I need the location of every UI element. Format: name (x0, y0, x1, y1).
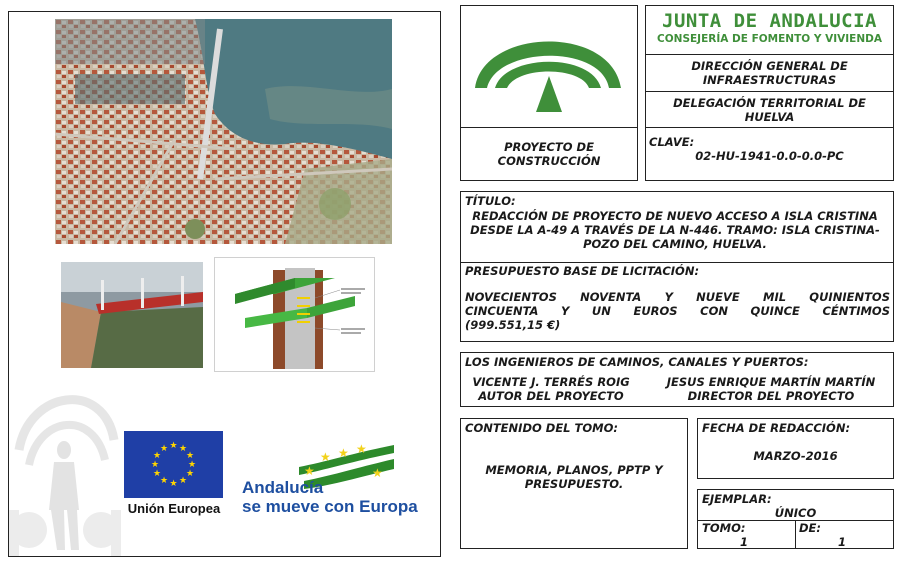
title-label: TÍTULO: (465, 194, 516, 208)
svg-text:★: ★ (185, 451, 195, 461)
andalucia-europa-line2: se mueve con Europa (242, 497, 418, 516)
budget-line1: NOVECIENTOS NOVENTA Y NUEVE MIL QUINIENTOS (465, 290, 890, 304)
copy-label: EJEMPLAR: (702, 492, 772, 506)
tomo-divider (795, 520, 796, 548)
de-value: 1 (838, 535, 847, 549)
svg-text:★: ★ (185, 469, 195, 479)
aerial-photo (55, 19, 392, 244)
title-divider (461, 262, 893, 263)
andalucia-europa-line1: Andalucía (242, 478, 324, 497)
budget-line3: (999.551,15 €) (465, 318, 561, 332)
svg-text:★: ★ (159, 476, 169, 486)
eu-flag-logo (124, 431, 223, 498)
direction-box (645, 54, 894, 92)
eu-label: Unión Europea (127, 501, 221, 516)
svg-text:★: ★ (320, 450, 331, 464)
delegation: DELEGACIÓN TERRITORIAL DE HUELVA (673, 96, 866, 124)
budget-label: PRESUPUESTO BASE DE LICITACIÓN: (465, 264, 700, 278)
svg-text:★: ★ (150, 460, 160, 470)
clave-label: CLAVE: (649, 135, 695, 149)
director-role: DIRECTOR DEL PROYECTO (687, 389, 855, 403)
engineers-box (460, 352, 894, 407)
copy-value: ÚNICO (774, 506, 817, 520)
project-type-box (460, 127, 638, 181)
svg-text:★: ★ (169, 441, 178, 451)
author-name: VICENTE J. TERRÉS ROIG (472, 375, 630, 389)
date-label: FECHA DE REDACCIÓN: (702, 421, 851, 435)
clave-box (645, 127, 894, 181)
svg-text:★: ★ (372, 466, 383, 480)
svg-text:★: ★ (178, 476, 188, 486)
delegation-box (645, 91, 894, 128)
svg-text:★: ★ (169, 479, 178, 489)
direction: DIRECCIÓN GENERAL DE INFRAESTRUCTURAS (691, 59, 848, 87)
svg-text:★: ★ (338, 446, 349, 460)
junta-de-andalucia-logo-icon (461, 6, 637, 127)
contents-label: CONTENIDO DEL TOMO: (465, 421, 618, 435)
left-image-panel (8, 11, 441, 557)
svg-text:★: ★ (159, 444, 169, 454)
svg-text:★: ★ (152, 469, 162, 479)
director-name: JESUS ENRIQUE MARTÍN MARTÍN (666, 375, 876, 389)
org-name: JUNTA DE ANDALUCIA (662, 10, 877, 32)
contents-text: MEMORIA, PLANOS, PPTP Y PRESUPUESTO. (485, 463, 663, 491)
structure-detail-drawing (214, 257, 375, 372)
engineers-label: LOS INGENIEROS DE CAMINOS, CANALES Y PUERTOS: (465, 355, 809, 369)
project-type: PROYECTO DE CONSTRUCCIÓN (497, 140, 601, 168)
svg-text:★: ★ (152, 451, 162, 461)
junta-title-box (645, 5, 894, 55)
svg-text:★: ★ (304, 464, 315, 478)
andalucia-seal-watermark (9, 370, 121, 556)
tomo-label: TOMO: (702, 521, 746, 535)
bridge-photo (61, 262, 203, 368)
junta-logo-box (460, 5, 638, 128)
date-box (697, 418, 894, 479)
title-text: REDACCIÓN DE PROYECTO DE NUEVO ACCESO A ISLA CRISTINA DESDE LA A-49 A TRAVÉS DE LA N-446. TRAMO: ISLA CRISTINA-POZO DEL CAMINO, HUELVA. (470, 209, 880, 251)
clave-value: 02-HU-1941-0.0-0.0-PC (695, 149, 844, 163)
contents-box (460, 418, 688, 549)
title-budget-box (460, 191, 894, 342)
de-label: DE: (799, 521, 822, 535)
svg-text:★: ★ (356, 442, 367, 456)
svg-text:★: ★ (187, 460, 197, 470)
tomo-value: 1 (740, 535, 749, 549)
author-role: AUTOR DEL PROYECTO (478, 389, 624, 403)
copy-box (697, 489, 894, 549)
ministry-name: CONSEJERÍA DE FOMENTO Y VIVIENDA (657, 33, 882, 45)
budget-line2: CINCUENTA Y UN EUROS CON QUINCE CÉNTIMOS (465, 304, 890, 318)
date-value: MARZO-2016 (753, 449, 838, 463)
svg-text:★: ★ (178, 444, 188, 454)
